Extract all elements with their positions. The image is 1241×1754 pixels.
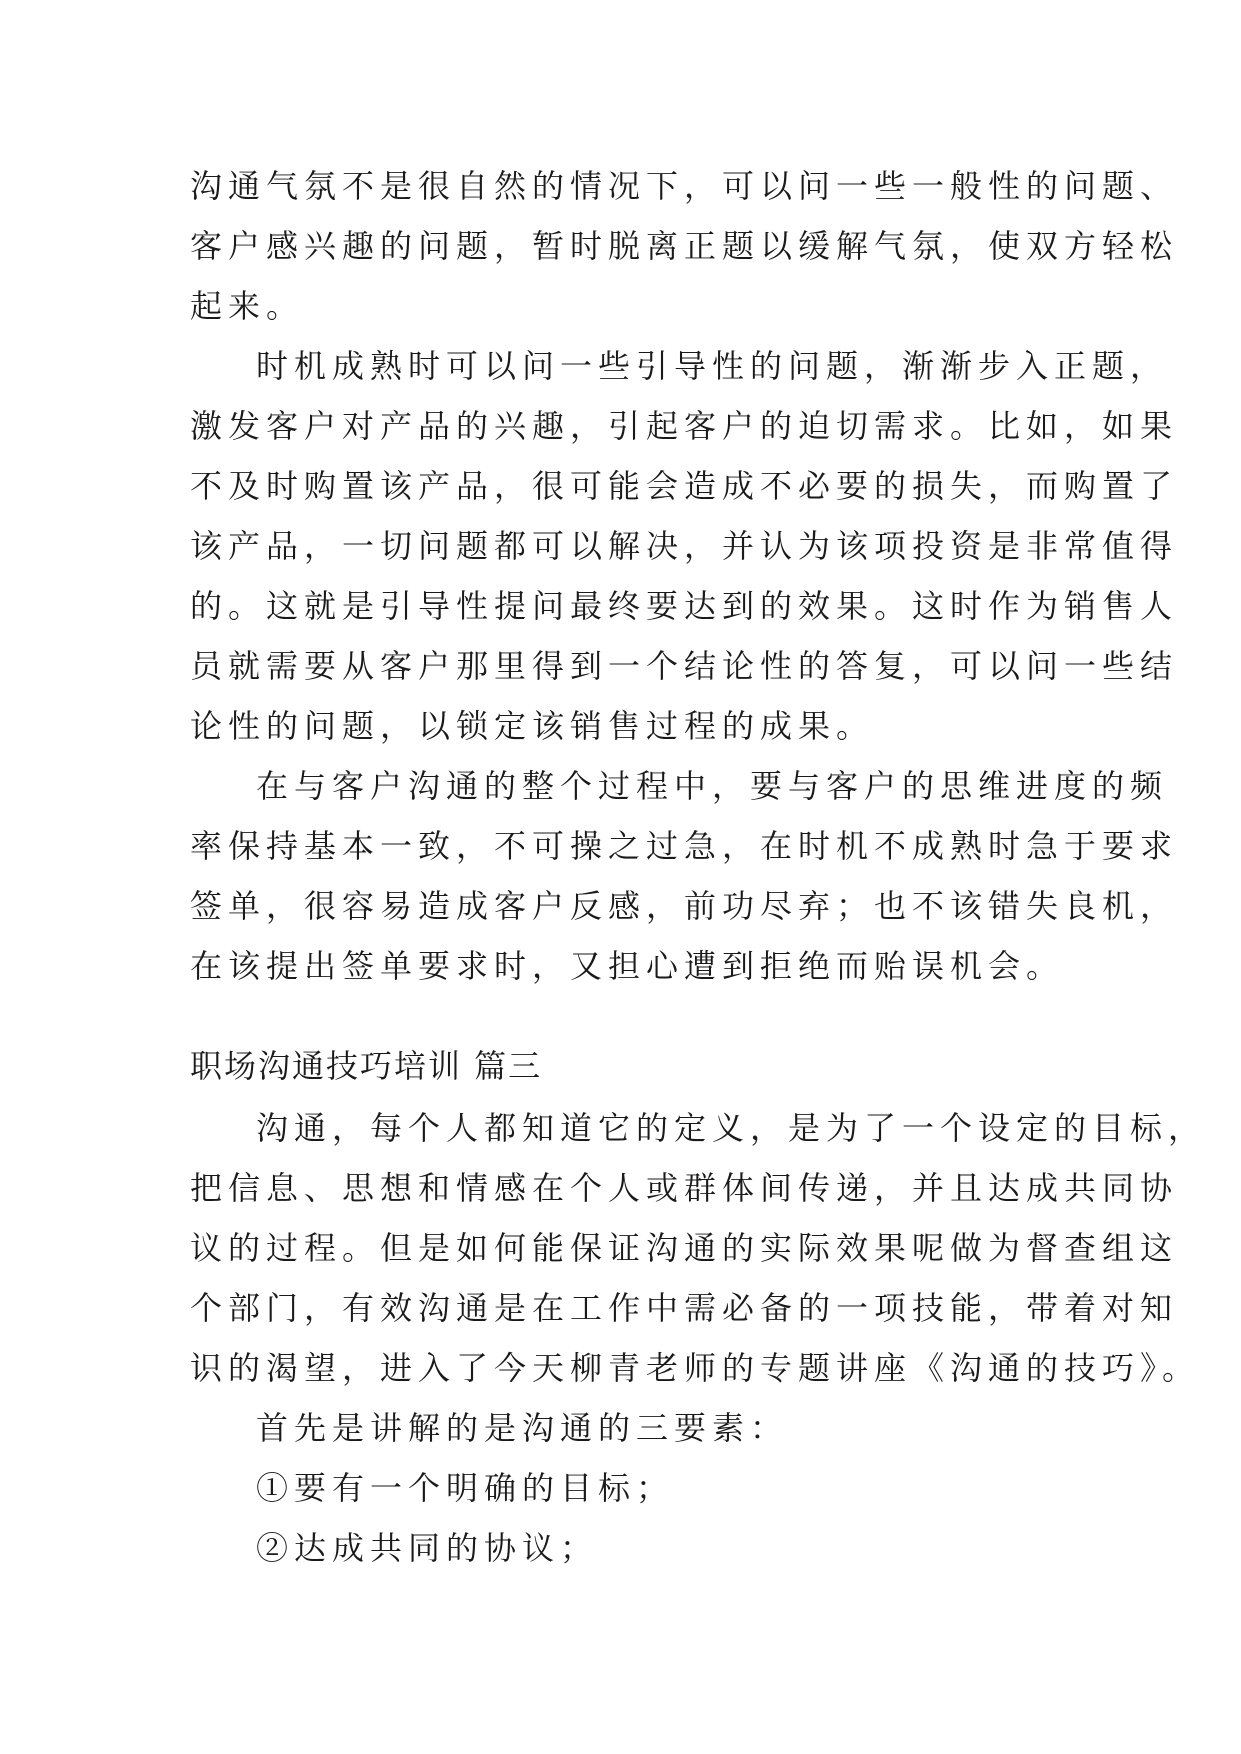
paragraph-line: 把信息、思想和情感在个人或群体间传递，并且达成共同协 bbox=[190, 1169, 1179, 1207]
paragraph-line: 时机成熟时可以问一些引导性的问题，渐渐步入正题， bbox=[256, 347, 1169, 385]
paragraph-line: 激发客户对产品的兴趣，引起客户的迫切需求。比如，如果 bbox=[190, 407, 1179, 445]
paragraph-line: 识的渴望，进入了今天柳青老师的专题讲座《沟通的技巧》。 bbox=[190, 1349, 1201, 1387]
section-heading: 职场沟通技巧培训 篇三 bbox=[190, 1047, 543, 1085]
list-item: ②达成共同的协议； bbox=[256, 1529, 599, 1567]
paragraph-line: 不及时购置该产品，很可能会造成不必要的损失，而购置了 bbox=[190, 467, 1179, 505]
paragraph-line: 在与客户沟通的整个过程中，要与客户的思维进度的频 bbox=[256, 767, 1169, 805]
paragraph-line: 的。这就是引导性提问最终要达到的效果。这时作为销售人 bbox=[190, 587, 1179, 625]
paragraph-line: 员就需要从客户那里得到一个结论性的答复，可以问一些结 bbox=[190, 647, 1179, 685]
list-item: ①要有一个明确的目标； bbox=[256, 1469, 675, 1507]
paragraph-line: 沟通气氛不是很自然的情况下，可以问一些一般性的问题、 bbox=[190, 167, 1179, 205]
paragraph-line: 沟通，每个人都知道它的定义，是为了一个设定的目标， bbox=[256, 1109, 1207, 1147]
paragraph-line: 客户感兴趣的问题，暂时脱离正题以缓解气氛，使双方轻松 bbox=[190, 227, 1179, 265]
paragraph-line: 签单，很容易造成客户反感，前功尽弃；也不该错失良机， bbox=[190, 887, 1179, 925]
paragraph-line: 在该提出签单要求时，又担心遭到拒绝而贻误机会。 bbox=[190, 947, 1065, 985]
paragraph-line: 议的过程。但是如何能保证沟通的实际效果呢做为督查组这 bbox=[190, 1229, 1179, 1267]
paragraph-line: 率保持基本一致，不可操之过急，在时机不成熟时急于要求 bbox=[190, 827, 1179, 865]
paragraph-line: 首先是讲解的是沟通的三要素： bbox=[256, 1409, 789, 1447]
paragraph-line: 该产品，一切问题都可以解决，并认为该项投资是非常值得 bbox=[190, 527, 1179, 565]
paragraph-line: 论性的问题，以锁定该销售过程的成果。 bbox=[190, 707, 875, 745]
paragraph-line: 起来。 bbox=[190, 287, 305, 325]
paragraph-line: 个部门，有效沟通是在工作中需必备的一项技能，带着对知 bbox=[190, 1289, 1179, 1327]
